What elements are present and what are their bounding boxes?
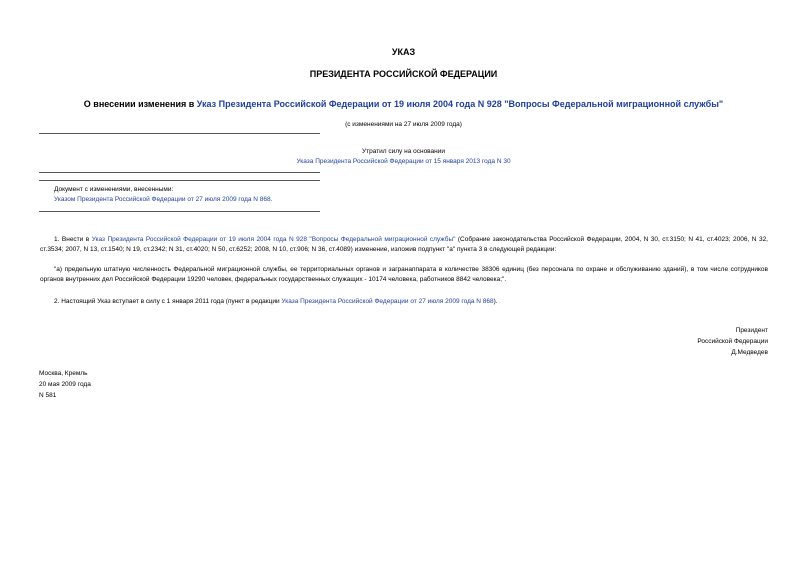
lost-force-link[interactable]: Указа Президента Российской Федерации от 15 января 2013 года N 30 [296,158,511,165]
p1-suffix: (Собрание законодательства Российской Федерации, 2004, N 30, ст.3150; N 41, ст.4023; 2006, N 32, ст.3534; 2007, N 13, ст.1540; N 19, ст.2342; N 31, ст.4020; N 50, ст.6252; 2008, N 10, ст.906; N 36, ст.4089) изменение, изложив подпункт "а" пункта 3 в следующей редакции: [40,236,768,253]
divider [39,211,320,212]
doc-type-title: УКАЗ [391,47,416,57]
divider [39,180,320,181]
changes-link-decree-868[interactable]: Указом Президента Российской Федерации от 27 июля 2009 года N 868. [54,196,273,203]
p1-prefix: 1. Внести в [54,236,92,243]
p3-link-decree-868[interactable]: Указа Президента Российской Федерации от 27 июля 2009 года N 868 [281,298,494,305]
paragraph-1 [40,235,768,255]
decree-number: N 581 [39,392,57,399]
p3-suffix: ). [493,298,498,305]
title-prefix: О внесении изменения в [83,99,197,109]
p3-prefix: 2. Настоящий Указ вступает в силу с 1 января 2011 года (пункт в редакции [54,298,282,305]
document-title [0,99,807,109]
signature-title: Президент [735,327,768,334]
signature-country: Российской Федерации [697,338,768,345]
lost-force-label: Утратил силу на основании [361,148,446,155]
amendment-note: (с изменениями на 27 июля 2009 года) [345,121,462,128]
issuer-title: ПРЕЗИДЕНТА РОССИЙСКОЙ ФЕДЕРАЦИИ [309,69,498,79]
p1-link-decree-928[interactable]: Указ Президента Российской Федерации от 19 июля 2004 года N 928 "Вопросы Федеральной миграционной службы" [91,236,456,243]
paragraph-2: "а) предельную штатную численность Федеральной миграционной службы, ее территориальных органов и загранаппарата в количестве 38306 единиц (без персонала по охране и обслуживанию зданий), в том числе сотрудников органов внутренних дел Российской Федерации 19290 человек, федеральных государственных служащих - 10174 человека, работников 8842 человека;". [40,266,768,283]
signing-place: Москва, Кремль [39,370,88,377]
divider [39,133,320,134]
divider [39,172,320,173]
title-link-decree-928[interactable]: Указ Президента Российской Федерации от 19 июля 2004 года N 928 "Вопросы Федеральной миграционной службы" [196,99,724,109]
paragraph-3 [54,297,768,307]
signing-date: 20 мая 2009 года [39,381,91,388]
changes-label: Документ с изменениями, внесенными: [54,186,174,193]
signature-name: Д.Медведев [731,349,768,356]
